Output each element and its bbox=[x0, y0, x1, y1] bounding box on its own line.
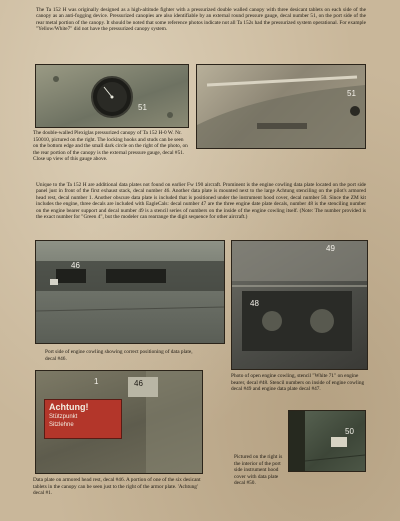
canopy-decal-label: 51 bbox=[347, 89, 356, 98]
canopy-photo bbox=[196, 64, 366, 149]
headrest-decal-label-1: 1 bbox=[94, 377, 99, 386]
hood-illustration bbox=[289, 411, 365, 471]
cowling-illustration bbox=[36, 241, 224, 343]
hood-photo bbox=[288, 410, 366, 472]
engine-decal-label-49: 49 bbox=[326, 244, 335, 253]
achtung-plate-line2: Stützpunkt bbox=[49, 414, 78, 420]
engine-caption: Photo of open engine cowling, stencil "White 71" on engine bearer, decal #48. Stencil numbers on inside of engine cowling decal #49 and engine data plate decal #47. bbox=[231, 373, 365, 392]
gauge-illustration bbox=[36, 65, 188, 127]
data-plates-paragraph: Unique to the Ta 152 H are additional data plates not found on earlier Fw 190 aircraft. Prominent is the engine cowling data plate located on the port side panel just in front of the first exhaust stack, decal number 46. Another data plate is mounted next to the large Achtung stenciling on the pilot's armored head rest, decal number 1. Another obscure data plate is included that is positioned under the instrument hood cover, decal number 50. Since the ZM kit includes the engine, three decals are included with EagleCals: decal number 47 are the three engine date plate decals, number 48 is the stenciling number on the engine bearer support and decal number 49 is a stencil series of numbers on the inside of the engine cowling itself. (Note: The number provided is the exact number for "Green 4", but the modeler can rearrange the digit sequence for other aircraft.) bbox=[36, 182, 366, 221]
gauge-photo bbox=[35, 64, 189, 128]
achtung-plate bbox=[44, 399, 122, 439]
headrest-photo bbox=[35, 370, 203, 474]
cowling-decal-label: 46 bbox=[71, 261, 80, 270]
engine-photo bbox=[231, 240, 368, 370]
cowling-caption: Port side of engine cowling showing correct positioning of data plate, decal #46. bbox=[45, 349, 193, 362]
achtung-plate-line3: Sitzlehne bbox=[49, 422, 74, 428]
gauge-decal-label: 51 bbox=[138, 103, 147, 112]
hood-decal-label: 50 bbox=[345, 427, 354, 436]
headrest-decal-label-46: 46 bbox=[134, 379, 143, 388]
hood-caption: Pictured on the right is the interior of the port side instrument hood cover with data plate decal #50. bbox=[234, 454, 283, 486]
engine-decal-label-48: 48 bbox=[250, 299, 259, 308]
achtung-plate-title: Achtung! bbox=[49, 402, 89, 412]
canopy-illustration bbox=[197, 65, 365, 148]
canopy-caption: The double-walled Plexiglas pressurized canopy of Ta 152 H-0 W. Nr. 150010, pictured on the right. The locking hooks and studs can be seen on the bottom edge and the small dark circle on the right of the photo, on the rear portion of the canopy is the external pressure gauge, decal #51. Close up view of this gauge above. bbox=[33, 130, 188, 162]
headrest-caption: Data plate on armored head rest, decal #46. A portion of one of the six desicant tablets in the canopy can be seen just to the right of the armor plate. 'Achtung' decal #1. bbox=[33, 477, 201, 496]
cowling-photo bbox=[35, 240, 225, 344]
intro-paragraph: The Ta 152 H was originally designed as a high-altitude fighter with a pressurized double walled canopy with three desicant tablets on each side of the canopy as an anti-fogging device. Pressurized canopies are also identifiable by an external round pressure gauge, decal number 51, on the port side of the rear metal portion of the canopy. It should be noted that some reference photos indicate not all Ta 152s had the pressurized system operational. For example "Yellow/White7" did not have the pressurized canopy system. bbox=[36, 7, 366, 33]
